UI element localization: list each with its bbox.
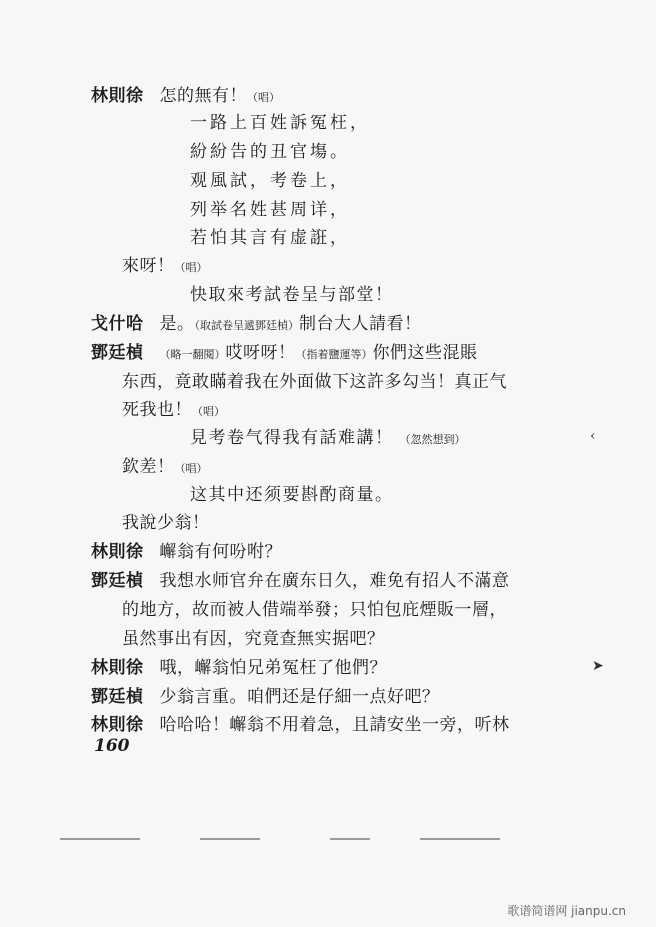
continuation-line xyxy=(122,627,385,651)
scan-artifact xyxy=(330,838,370,840)
dialogue-line xyxy=(91,713,510,737)
speaker-name: 鄧廷楨 xyxy=(91,571,144,591)
verse-text: 快取來考試卷呈与部堂！ xyxy=(190,285,394,305)
dialogue-text: 我說少翁！ xyxy=(122,513,210,533)
dialogue-text: 我想水师官弁在廣东日久，难免有招人不滿意 xyxy=(159,571,510,591)
verse-text: 見考卷气得我有話难講！ xyxy=(190,428,394,448)
continuation-line xyxy=(122,370,507,394)
dialogue-line xyxy=(122,511,210,535)
stage-direction: （忽然想到） xyxy=(399,433,466,446)
dialogue-text: 哦，嶰翁怕兄弟冤枉了他們？ xyxy=(159,658,387,678)
dialogue-text: 虽然事出有因，究竟查無实据吧？ xyxy=(122,629,385,649)
margin-mark: ‹ xyxy=(590,428,596,444)
verse-text: 列举名姓甚周详， xyxy=(190,200,350,220)
watermark: 歌谱简谱网 jianpu.cn xyxy=(507,904,626,918)
dialogue-line xyxy=(122,455,208,481)
dialogue-text: 哈哈哈！嶰翁不用着急，且請安坐一旁，听林 xyxy=(159,715,510,735)
dialogue-line xyxy=(91,312,422,338)
verse-line xyxy=(190,283,394,307)
verse-line xyxy=(190,198,350,222)
dialogue-text: 怎的無有！ xyxy=(159,86,247,106)
verse-text: 这其中还须要斟酌商量。 xyxy=(190,485,394,505)
dialogue-line xyxy=(122,254,208,280)
speaker-name: 林則徐 xyxy=(91,715,144,735)
dialogue-line xyxy=(91,685,440,709)
verse-line xyxy=(190,226,350,250)
dialogue-text: 的地方，故而被人借端举發；只怕包庇煙販一層， xyxy=(122,600,507,620)
dialogue-text: 你們这些混賬 xyxy=(372,343,478,363)
verse-line xyxy=(190,111,370,135)
verse-text: 观風試，考卷上， xyxy=(190,171,350,191)
dialogue-text: 是。 xyxy=(159,314,195,334)
stage-direction: （唱） xyxy=(174,261,208,274)
dialogue-text: 來呀！ xyxy=(122,256,175,276)
page-number: 160 xyxy=(94,736,130,756)
speaker-name: 鄧廷楨 xyxy=(91,687,144,707)
dialogue-line xyxy=(91,656,387,680)
dialogue-line xyxy=(91,540,282,564)
dialogue-text: 东西，竟敢瞞着我在外面做下这許多勾当！真正气 xyxy=(122,372,507,392)
stage-direction: （唱） xyxy=(247,91,280,104)
verse-line xyxy=(190,483,394,507)
margin-mark: ➤ xyxy=(592,658,604,674)
dialogue-line xyxy=(91,84,280,110)
speaker-name: 林則徐 xyxy=(91,86,144,106)
speaker-name: 戈什哈 xyxy=(91,314,144,334)
verse-text: 若怕其言有虚誑， xyxy=(190,228,350,248)
verse-line xyxy=(190,426,466,452)
stage-direction: （唱） xyxy=(192,405,225,418)
stage-direction: （唱） xyxy=(174,462,208,475)
verse-line xyxy=(190,140,350,164)
continuation-line xyxy=(122,598,507,622)
speaker-name: 鄧廷楨 xyxy=(91,343,144,363)
dialogue-text: 哎呀呀！ xyxy=(225,343,296,363)
dialogue-line xyxy=(91,341,478,367)
dialogue-text: 少翁言重。咱們还是仔細一点好吧？ xyxy=(159,687,440,707)
speaker-name: 林則徐 xyxy=(91,542,144,562)
stage-direction: （指着鹽運等） xyxy=(295,348,373,361)
dialogue-text: 欽差！ xyxy=(122,457,175,477)
dialogue-text: 制台大人請看！ xyxy=(299,314,422,334)
dialogue-text: 死我也！ xyxy=(122,400,192,420)
speaker-name: 林則徐 xyxy=(91,658,144,678)
scan-artifact xyxy=(60,838,140,840)
stage-direction: （取試卷呈遞鄧廷楨） xyxy=(194,319,299,332)
verse-text: 一路上百姓訴冤枉， xyxy=(190,113,370,133)
dialogue-line xyxy=(122,398,225,424)
stage-direction: （略一翻閱） xyxy=(159,348,226,361)
scan-artifact xyxy=(200,838,260,840)
dialogue-line xyxy=(91,569,510,593)
verse-text: 紛紛告的丑官塲。 xyxy=(190,142,350,162)
dialogue-text: 嶰翁有何吩咐？ xyxy=(159,542,282,562)
verse-line xyxy=(190,169,350,193)
scan-artifact xyxy=(420,838,500,840)
